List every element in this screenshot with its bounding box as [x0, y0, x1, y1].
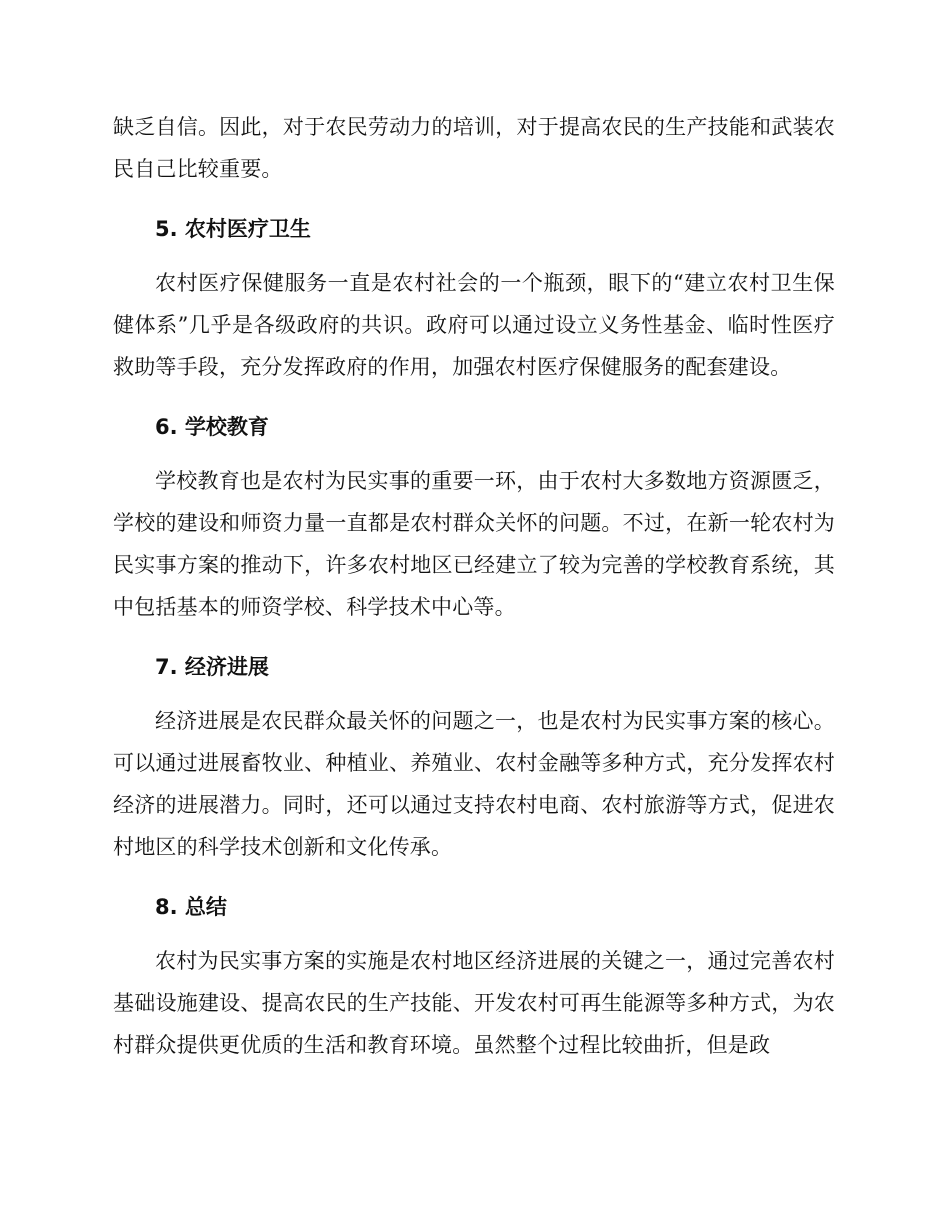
- spacer: [113, 388, 835, 398]
- paragraph-training-conclusion: 缺乏自信。因此，对于农民劳动力的培训，对于提高农民的生产技能和武装农民自己比较重要。: [113, 115, 835, 181]
- spacer: [113, 868, 835, 878]
- paragraph-economic-development: 经济进展是农民群众最关怀的问题之一，也是农村为民实事方案的核心。可以通过进展畜牧业、种植业、养殖业、农村金融等多种方式，充分发挥农村经济的进展潜力。同时，还可以通过支持农村电商、农村旅游等方式，促进农村地区的科学技术创新和文化传承。: [113, 709, 835, 859]
- spacer: [113, 190, 835, 200]
- heading-school-education: 6. 学校教育: [155, 415, 269, 439]
- heading-rural-medical: 5. 农村医疗卫生: [155, 217, 311, 241]
- spacer: [113, 628, 835, 638]
- paragraph-rural-medical: 农村医疗保健服务一直是农村社会的一个瓶颈，眼下的“建立农村卫生保健体系”几乎是各级政府的共识。政府可以通过设立义务性基金、临时性医疗救助等手段，充分发挥政府的作用，加强农村医疗保健服务的配套建设。: [113, 271, 835, 379]
- paragraph-school-education: 学校教育也是农村为民实事的重要一环，由于农村大多数地方资源匮乏，学校的建设和师资力量一直都是农村群众关怀的问题。不过，在新一轮农村为民实事方案的推动下，许多农村地区已经建立了较为完善的学校教育系统，其中包括基本的师资学校、科学技术中心等。: [113, 469, 835, 619]
- paragraph-summary: 农村为民实事方案的实施是农村地区经济进展的关键之一，通过完善农村基础设施建设、提高农民的生产技能、开发农村可再生能源等多种方式，为农村群众提供更优质的生活和教育环境。虽然整个过程比较曲折，但是政: [113, 949, 835, 1057]
- heading-summary: 8. 总结: [155, 895, 227, 919]
- document-body: [113, 106, 835, 1066]
- heading-economic-development: 7. 经济进展: [155, 655, 269, 679]
